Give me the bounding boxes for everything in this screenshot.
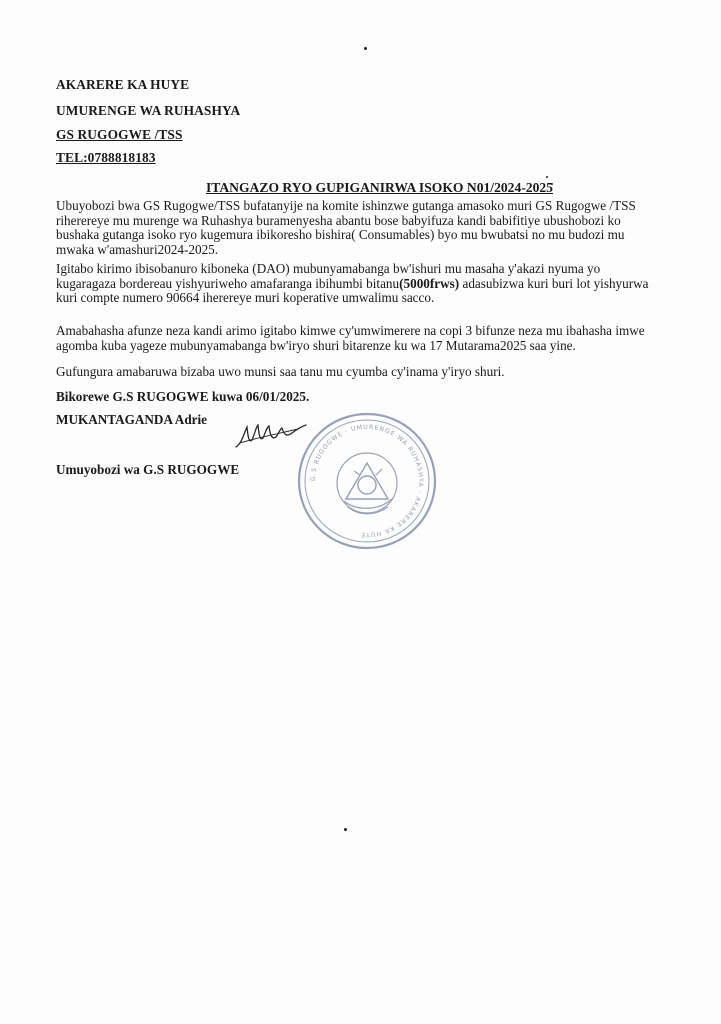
notice-title: ITANGAZO RYO GUPIGANIRWA ISOKO N01/2024-2025 <box>206 180 553 195</box>
fee-amount: (5000frws) <box>399 275 460 291</box>
paragraph-tender-text-start: Igitabo kirimo ibisobanuro kiboneka (DAO) mubunyamabanga bw'ishuri mu masaha y'akazi nyuma yo kugaragaza bordereau yishyuriweho amafaranga ibihumbi bitanu <box>56 261 601 291</box>
scan-speck <box>546 176 548 178</box>
svg-text:G.S RUGOGWE · UMURENGE WA RUHA <box>310 424 424 538</box>
stamp-ring-text: G.S RUGOGWE · UMURENGE WA RUHASHYA · AKARERE KA HUYE <box>309 423 425 539</box>
header-school: GS RUGOGWE /TSS <box>56 127 183 142</box>
place-and-date: Bikorewe G.S RUGOGWE kuwa 06/01/2025. <box>56 389 310 404</box>
paragraph-submission: Amabahasha afunze neza kandi arimo igitabo kimwe cy'umwimerere na copi 3 bifunze neza mu ibahasha imwe agomba kuba yageze mubunyamabanga bw'iryo shuri bitarenze ku wa 17 Mutarama2025 saa yine. <box>56 323 645 353</box>
paragraph-announcement: Ubuyobozi bwa GS Rugogwe/TSS bufatanyije na komite ishinzwe gutanga amasoko muri GS Rugogwe /TSS riherereye mu murenge wa Ruhashya buramenyesha abantu bose babyifuza kandi babifitiye ubushobozi ko bushaka gutanga isoko ryo kugemura ibikoresho bishira( Consumables) byo mu bwubatsi no mu budozi mu mwaka w'amashuri2024-2025. <box>56 198 636 257</box>
paragraph-opening: Gufungura amabaruwa bizaba uwo munsi saa tanu mu cyumba cy'inama y'iryo shuri. <box>56 364 505 379</box>
scan-speck <box>364 47 367 50</box>
signatory-role: Umuyobozi wa G.S RUGOGWE <box>56 462 240 477</box>
school-stamp-seal <box>296 411 438 551</box>
scan-speck <box>344 828 347 831</box>
signatory-name: MUKANTAGANDA Adrie <box>56 412 208 427</box>
header-sector: UMURENGE WA RUHASHYA <box>56 103 241 118</box>
paragraph-tender-text-end: adasubizwa kuri buri lot yishyurwa kuri compte numero 90664 iherereye muri koperative umwalimu sacco. <box>56 275 649 306</box>
paragraph-tender-document <box>56 262 660 306</box>
header-telephone: TEL:0788818183 <box>56 150 156 165</box>
header-district: AKARERE KA HUYE <box>56 77 190 92</box>
